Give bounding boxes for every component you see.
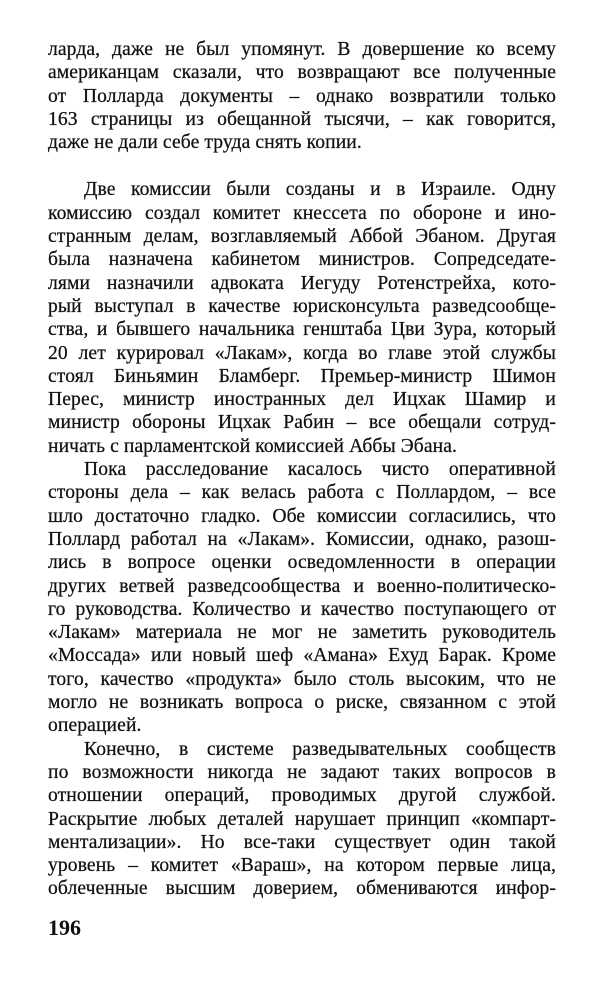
page-number: 196 [48, 915, 81, 940]
text-line: уровень – комитет «Вараш», на котором первые лица, [48, 855, 556, 877]
text-line: отношении операций, проводимых другой службой. [48, 785, 556, 807]
text-line: американцам сказали, что возвращают все полученные [48, 62, 556, 84]
paragraph [48, 38, 556, 154]
text-line: ничать с парламентской комиссией Аббы Эбана. [48, 435, 458, 457]
text-line: Перес, министр иностранных дел Ицхак Шамир и [48, 389, 556, 411]
text-line: могло не возникать вопроса о риске, связанном с этой [48, 692, 556, 714]
text-line: «Лакам» материала не мог не заметить руководитель [48, 622, 556, 644]
text-line: ства, и бывшего начальника генштаба Цви Зура, который [48, 319, 556, 341]
text-line: 20 лет курировал «Лакам», когда во главе этой службы [48, 342, 556, 364]
text-line: была назначена кабинетом министров. Сопредседате- [48, 249, 556, 271]
text-line: Пока расследование касалось чисто оперативной [84, 459, 556, 481]
text-line: других ветвей разведсообщества и военно-политическо- [48, 575, 556, 597]
paragraph [48, 178, 556, 458]
text-line: ментализации». Но все-таки существует один такой [48, 831, 556, 853]
paragraph [48, 458, 556, 738]
text-line: лями назначили адвоката Иегуду Ротенстрейха, кото- [48, 272, 556, 294]
text-line: того, качество «продукта» было столь высоким, что не [48, 668, 556, 690]
text-line: по возможности никогда не задают таких вопросов в [48, 761, 556, 783]
text-line: Две комиссии были созданы и в Израиле. Одну [84, 179, 556, 201]
paragraph-gap [48, 154, 556, 178]
text-line: облеченные высшим доверием, обмениваются инфор- [48, 878, 556, 900]
text-line: шло достаточно гладко. Обе комиссии согласились, что [48, 505, 556, 527]
text-line: Раскрытие любых деталей нарушает принцип «компарт- [48, 808, 556, 830]
text-line: Поллард работал на «Лакам». Комиссии, однако, разош- [48, 528, 556, 550]
text-line: «Моссада» или новый шеф «Амана» Ехуд Барак. Кроме [48, 645, 556, 667]
text-line: 163 страницы из обещанной тысячи, – как говорится, [48, 108, 556, 130]
text-line: даже не дали себе труда снять копии. [48, 132, 362, 154]
text-line: го руководства. Количество и качество поступающего от [48, 598, 556, 620]
page-body [48, 38, 556, 901]
text-line: лись в вопросе оценки осведомленности в операции [48, 552, 556, 574]
paragraph [48, 738, 556, 901]
text-line: ларда, даже не был упомянут. В довершение ко всему [48, 39, 556, 60]
text-line: стоял Биньямин Бламберг. Премьер-министр Шимон [48, 365, 556, 387]
text-line: операцией. [48, 715, 142, 737]
text-line: странным делам, возглавляемый Аббой Эбаном. Другая [48, 226, 556, 248]
text-line: министр обороны Ицхак Рабин – все обещали сотруд- [48, 412, 556, 434]
text-line: Конечно, в системе разведывательных сообществ [84, 738, 556, 760]
text-line: комиссию создал комитет кнессета по обороне и ино- [48, 202, 556, 224]
text-line: от Полларда документы – однако возвратили только [48, 85, 556, 107]
text-line: рый выступал в качестве юрисконсульта разведсообще- [48, 295, 556, 317]
text-line: стороны дела – как велась работа с Поллардом, – все [48, 482, 556, 504]
